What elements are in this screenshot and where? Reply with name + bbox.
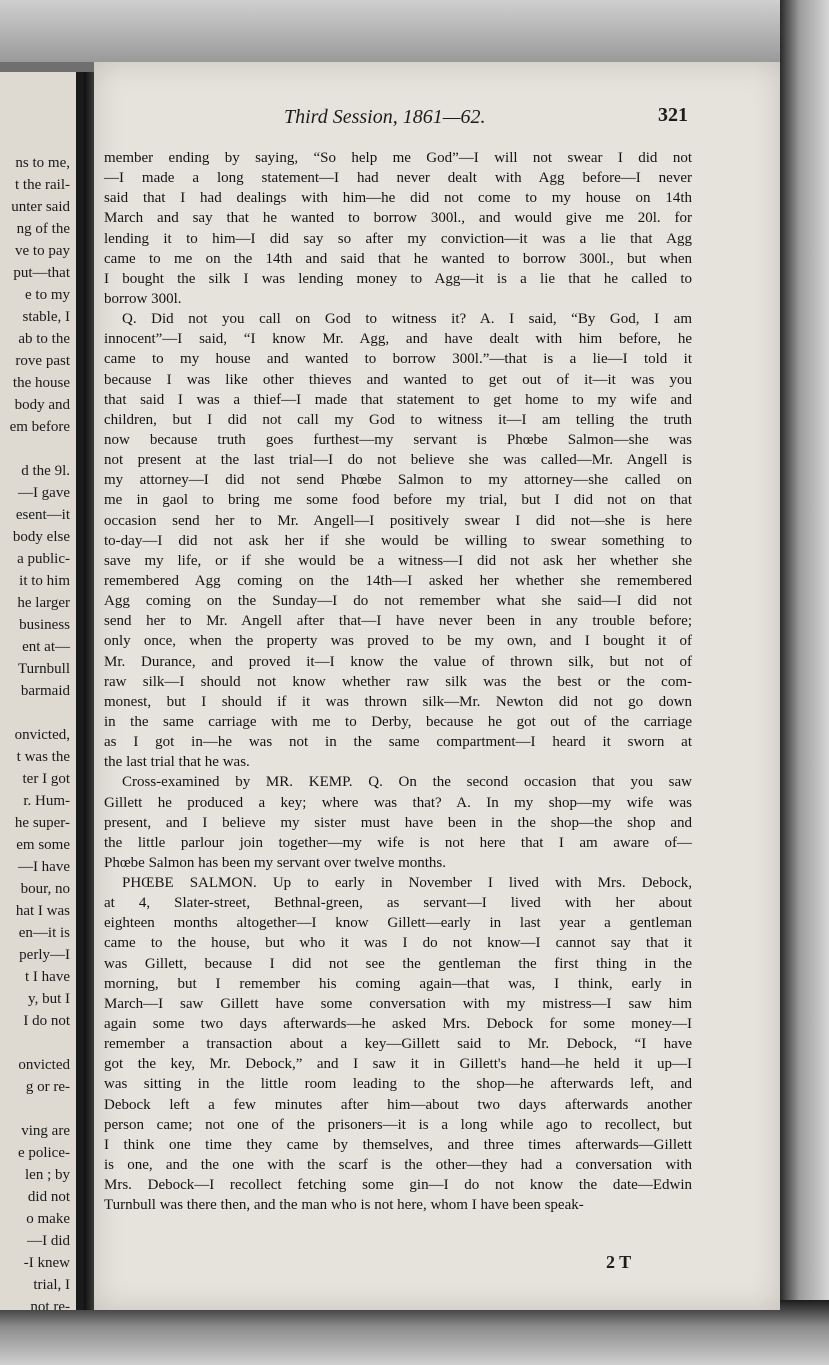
text-line: got the key, Mr. Debock,” and I saw it in Gillett's hand—he held it up—I	[104, 1056, 692, 1073]
text-line: send her to Mr. Angell after that—I have never been in any trouble before;	[104, 613, 692, 630]
left-facing-page	[0, 72, 84, 1310]
text-line: Mr. Durance, and proved it—I know the value of thrown silk, but not of	[104, 653, 692, 670]
left-page-fragment: ns to me,	[15, 155, 70, 171]
left-page-fragment: ng of the	[16, 221, 70, 237]
text-line: to-day—I did not ask her if she would be willing to swear something to	[104, 532, 692, 549]
text-line: said that I had dealings with him—he did not come to my house on 14th	[104, 190, 692, 207]
text-line: the little parlour join together—my wife is not here that I am aware of—	[104, 834, 692, 851]
text-line: not present at the last trial—I do not believe she was called—Mr. Angell is	[104, 452, 692, 469]
text-line: again some two days afterwards—he asked Mrs. Debock for some money—I	[104, 1016, 692, 1033]
left-page-fragment: he larger	[17, 595, 70, 611]
left-page-fragment: body and	[14, 397, 70, 413]
running-head: Third Session, 1861—62.	[284, 106, 486, 128]
left-page-fragment: t was the	[16, 749, 70, 765]
text-line: occasion send her to Mr. Angell—I positively swear I did not—she is here	[104, 512, 692, 529]
page-number: 321	[658, 104, 688, 126]
text-line: PHŒBE SALMON. Up to early in November I lived with Mrs. Debock,	[122, 875, 692, 892]
text-line: morning, but I remember his coming again—that was, I think, early in	[104, 975, 692, 992]
left-page-fragment: ving are	[21, 1123, 70, 1139]
text-line: now because truth goes furthest—my servant is Phœbe Salmon—she was	[104, 431, 692, 448]
backdrop-right	[780, 0, 829, 1365]
left-page-fragment: bour, no	[20, 881, 70, 897]
left-page-fragment: ab to the	[18, 331, 70, 347]
left-page-fragment: r. Hum-	[23, 793, 70, 809]
text-line: I bought the silk I was lending money to Agg—it is a lie that he called to	[104, 270, 692, 287]
left-page-fragment: em some	[16, 837, 70, 853]
left-page-fragment: ter I got	[22, 771, 70, 787]
left-page-fragment: a public-	[17, 551, 70, 567]
text-line: that said I was a thief—I made that statement to get home to my wife and	[104, 391, 692, 408]
left-page-fragment: hat I was	[15, 903, 70, 919]
left-page-fragment: the house	[12, 375, 70, 391]
text-line: my attorney—I did not send Phœbe Salmon to my attorney—she called on	[104, 472, 692, 489]
left-page-fragment: —I did	[27, 1233, 70, 1249]
left-page-fragment: o make	[26, 1211, 70, 1227]
text-line: Phœbe Salmon has been my servant over twelve months.	[104, 854, 447, 871]
left-page-fragment: d the 9l.	[21, 463, 70, 479]
left-page-fragment: did not	[27, 1189, 70, 1205]
text-line: Turnbull was there then, and the man who is not here, whom I have been speak-	[104, 1197, 584, 1214]
text-line: only once, when the property was proved to be my own, and I bought it of	[104, 633, 692, 650]
left-page-fragment: onvicted,	[14, 727, 70, 743]
left-page-fragment: esent—it	[15, 507, 70, 523]
left-page-fragment: t I have	[25, 969, 70, 985]
text-line: lending it to him—I did say so after my conviction—it was a lie that Agg	[104, 230, 692, 247]
text-line: Gillett he produced a key; where was that? A. In my shop—my wife was	[104, 794, 692, 811]
left-page-fragment: unter said	[11, 199, 70, 215]
text-line: —I made a long statement—I had never dealt with Agg before—I never	[104, 170, 692, 187]
left-page-fragment: he super-	[14, 815, 70, 831]
text-line: I think one time they came by themselves, and three times afterwards—Gillett	[104, 1136, 692, 1153]
left-page-fragment: stable, I	[22, 309, 70, 325]
text-line: innocent”—I said, “I know Mr. Agg, and have dealt with him before, he	[104, 331, 692, 348]
left-page-fragment: e to my	[25, 287, 70, 303]
left-page-fragment: trial, I	[33, 1277, 70, 1293]
text-line: remembered Agg coming on the 14th—I asked her whether she remembered	[104, 572, 692, 589]
text-line: as I got in—he was not in the same compartment—I heard it sworn at	[104, 734, 692, 751]
text-line: Agg coming on the Sunday—I do not remember what she said—I did not	[104, 593, 692, 610]
text-line: is one, and the one with the scarf is the other—they had a conversation with	[104, 1157, 692, 1174]
left-page-fragment: onvicted	[18, 1057, 70, 1073]
left-page-fragment: en—it is	[18, 925, 70, 941]
text-line: Cross-examined by MR. KEMP. Q. On the second occasion that you saw	[122, 774, 692, 791]
left-page-fragment: —I gave	[17, 485, 70, 501]
left-page-fragment: ve to pay	[15, 243, 70, 259]
backdrop-top	[0, 0, 829, 62]
text-line: Mrs. Debock—I recollect fetching some gin—I do not know the date—Edwin	[104, 1177, 692, 1194]
text-line: was sitting in the little room leading to the shop—he afterwards left, and	[104, 1076, 692, 1093]
text-line: person came; not one of the prisoners—it is a long while ago to recollect, but	[104, 1116, 692, 1133]
left-page-fragment: t the rail-	[15, 177, 70, 193]
text-line: March and say that he wanted to borrow 300l., and would give me 20l. for	[104, 210, 692, 227]
text-line: March—I saw Gillett have some conversation with my mistress—I saw him	[104, 995, 692, 1012]
text-line: at 4, Slater-street, Bethnal-green, as servant—I lived with her about	[104, 895, 692, 912]
body-text	[104, 148, 692, 1215]
left-page-fragment: business	[19, 617, 70, 633]
text-line: Q. Did not you call on God to witness it? A. I said, “By God, I am	[122, 311, 692, 328]
text-line: in the same carriage with me to Derby, because he got out of the carriage	[104, 713, 692, 730]
left-page-fragment: len ; by	[25, 1167, 70, 1183]
text-line: eighteen months altogether—I know Gillett—early in last year a gentleman	[104, 915, 692, 932]
text-line: was Gillett, because I did not see the gentleman the first thing in the	[104, 955, 692, 972]
left-page-fragment: -I knew	[23, 1255, 70, 1271]
left-page-fragment: not re-	[30, 1299, 70, 1310]
left-page-fragment: e police-	[17, 1145, 70, 1161]
left-page-fragment: em before	[9, 419, 70, 435]
main-page	[94, 62, 780, 1310]
text-line: because I was like other thieves and wanted to get out of it—it was you	[104, 371, 692, 388]
left-page-fragment: put—that	[13, 265, 70, 281]
left-page-fragment: g or re-	[25, 1079, 70, 1095]
text-line: children, but I did not call my God to witness it—I am telling the truth	[104, 411, 692, 428]
text-line: me in gaol to bring me some food before my trial, but I did not on that	[104, 492, 692, 509]
left-page-fragment: I do not	[23, 1013, 70, 1029]
left-page-fragment: body else	[12, 529, 70, 545]
signature-mark: 2 T	[606, 1252, 632, 1272]
left-page-fragment: it to him	[19, 573, 70, 589]
left-page-fragment: rove past	[15, 353, 70, 369]
left-page-fragment: ent at—	[22, 639, 70, 655]
text-line: monest, but I should if it was thrown silk—Mr. Newton did not go down	[104, 693, 692, 710]
text-line: member ending by saying, “So help me God”—I will not swear I did not	[104, 150, 692, 166]
left-page-fragment: barmaid	[20, 683, 70, 699]
text-line: came to me on the 14th and said that he wanted to borrow 300l., but when	[104, 250, 692, 267]
left-page-fragment: —I have	[17, 859, 70, 875]
left-page-fragment: Turnbull	[18, 661, 70, 677]
left-page-fragment: perly—I	[19, 947, 70, 963]
book-spine	[84, 72, 94, 1310]
text-line: came to my house and wanted to borrow 300l.”—that is a lie—I told it	[104, 351, 692, 368]
text-line: came to the house, but who it was I do not know—I cannot say that it	[104, 935, 692, 952]
text-line: save my life, or if she would be a witness—I did not ask her whether she	[104, 552, 692, 569]
text-line: Debock left a few minutes after him—about two days afterwards another	[104, 1096, 692, 1113]
text-line: borrow 300l.	[104, 290, 182, 307]
text-line: present, and I believe my sister must have been in the shop—the shop and	[104, 814, 692, 831]
text-line: raw silk—I should not know whether raw silk was the best or the com-	[104, 673, 692, 690]
text-line: remember a transaction about a key—Gillett said to Mr. Debock, “I have	[104, 1036, 692, 1053]
text-line: the last trial that he was.	[104, 754, 250, 771]
left-page-fragment: y, but I	[28, 991, 70, 1007]
